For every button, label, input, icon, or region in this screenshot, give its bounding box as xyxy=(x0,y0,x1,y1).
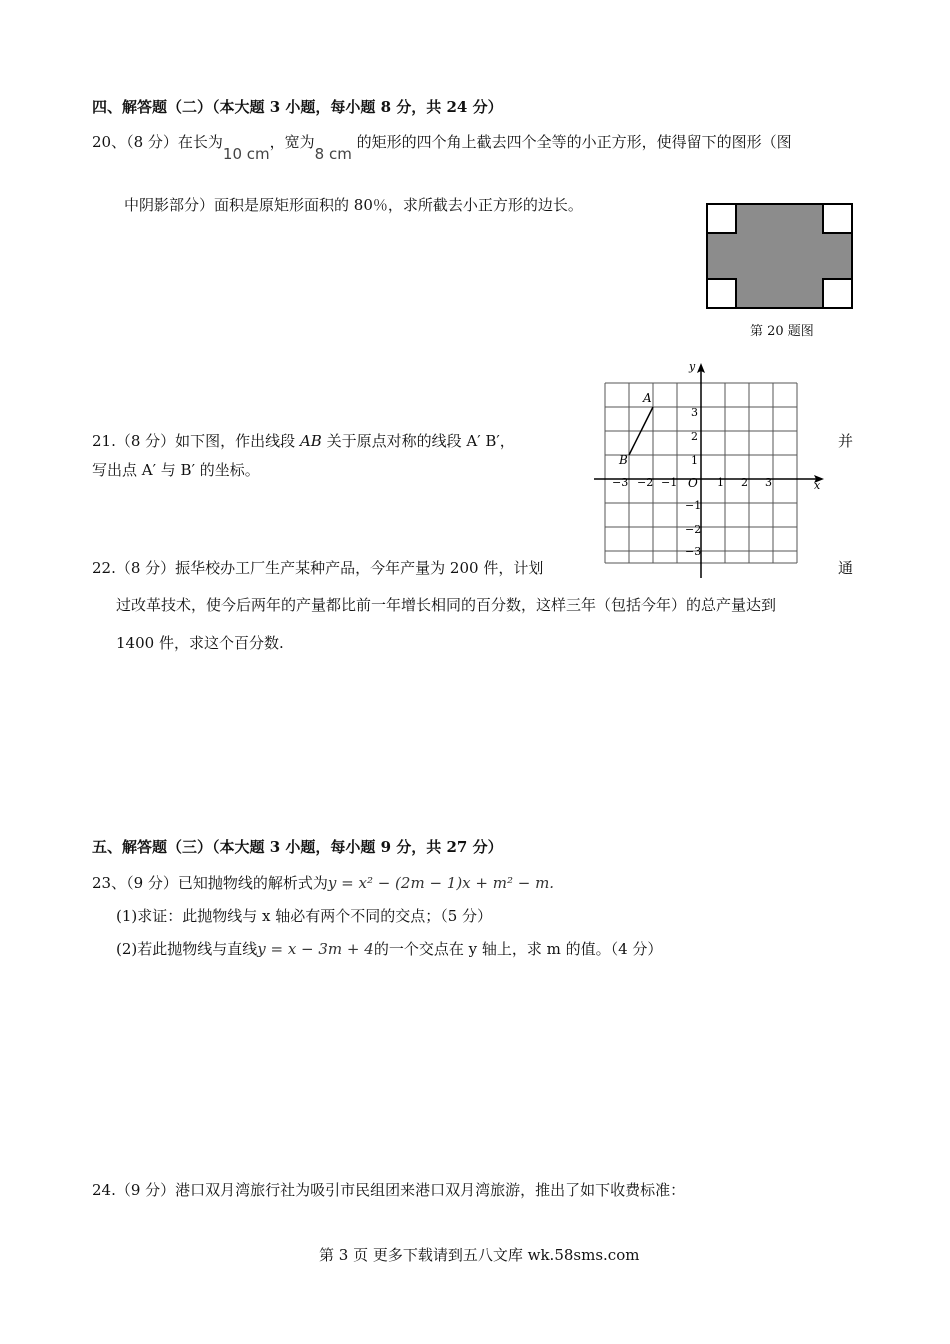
x-tick-label: 2 xyxy=(741,476,748,489)
point-a-label: A xyxy=(643,391,652,405)
q23-part1: (1)求证：此抛物线与 x 轴必有两个不同的交点；（5 分） xyxy=(116,907,493,925)
q20-corner-square xyxy=(823,204,852,233)
point-b-label: B xyxy=(619,453,628,467)
q20-length: 10 cm xyxy=(222,145,270,163)
q23-intro: 23、（9 分）已知抛物线的解析式为 xyxy=(92,874,328,892)
section-5-heading: 五、解答题（三）（本大题 3 小题，每小题 9 分，共 27 分） xyxy=(92,838,503,856)
q21-line2: 写出点 A′ 与 B′ 的坐标。 xyxy=(92,461,260,479)
y-tick-label: −2 xyxy=(685,523,702,536)
q21-coordinate-grid xyxy=(588,358,828,582)
origin-label: O xyxy=(688,476,698,490)
q23-intro-line xyxy=(92,873,554,893)
q22-line3: 1400 件，求这个百分数. xyxy=(116,634,284,652)
q20-figure xyxy=(706,203,854,311)
q23-part2 xyxy=(116,939,662,959)
section-4-heading: 四、解答题（二）（本大题 3 小题，每小题 8 分，共 24 分） xyxy=(92,98,503,116)
q21-trailing: 并 xyxy=(838,432,854,450)
y-tick-label: 1 xyxy=(691,454,698,467)
q22-trailing: 通 xyxy=(838,559,854,577)
x-tick-label: −1 xyxy=(661,476,678,489)
q21-text: 21.（8 分）如下图，作出线段 xyxy=(92,432,296,450)
x-tick-label: 1 xyxy=(717,476,724,489)
q20-corner-square xyxy=(707,279,736,308)
q20-number: 20、（8 分）在长为 xyxy=(92,133,223,151)
y-tick-label: −1 xyxy=(685,499,702,512)
q20-width: 8 cm xyxy=(314,145,352,163)
q22-line2: 过改革技术，使今后两年的产量都比前一年增长相同的百分数，这样三年（包括今年）的总产量达到 xyxy=(116,596,777,614)
q20-line2: 中阴影部分）面积是原矩形面积的 80％，求所截去小正方形的边长。 xyxy=(124,196,583,214)
q20-mid: ，宽为 xyxy=(269,133,315,151)
y-tick-label: 3 xyxy=(691,406,698,419)
q21-text-b: 关于原点对称的线段 A′ B′， xyxy=(326,432,515,450)
q20-caption: 第 20 题图 xyxy=(750,324,814,339)
q24-text: 24.（9 分）港口双月湾旅行社为吸引市民组团来港口双月湾旅游，推出了如下收费标准： xyxy=(92,1181,686,1199)
q20-corner-square xyxy=(823,279,852,308)
q20-line1 xyxy=(92,132,792,163)
q20-rest: 的矩形的四个角上截去四个全等的小正方形，使得留下的图形（图 xyxy=(356,133,792,151)
y-axis-label: y xyxy=(689,360,696,373)
q23-part2-a: (2)若此抛物线与直线 xyxy=(116,940,258,958)
x-tick-label: −2 xyxy=(637,476,654,489)
q20-corner-square xyxy=(707,204,736,233)
q22-line1: 22.（8 分）振华校办工厂生产某种产品，今年产量为 200 件，计划 xyxy=(92,559,544,577)
x-axis-label: x xyxy=(814,479,821,492)
q23-formula: y = x² − (2m − 1)x + m² − m. xyxy=(327,874,555,892)
x-tick-label: 3 xyxy=(765,476,772,489)
x-tick-label: −3 xyxy=(612,476,629,489)
page-footer: 第 3 页 更多下载请到五八文库 wk.58sms.com xyxy=(319,1246,640,1264)
y-tick-label: −3 xyxy=(685,545,702,558)
q23-line-formula: y = x − 3m + 4 xyxy=(257,940,374,958)
q21-segment-ab: AB xyxy=(299,432,322,450)
y-tick-label: 2 xyxy=(691,430,698,443)
q23-part2-b: 的一个交点在 y 轴上，求 m 的值。（4 分） xyxy=(373,940,663,958)
q21-line1 xyxy=(92,431,515,451)
